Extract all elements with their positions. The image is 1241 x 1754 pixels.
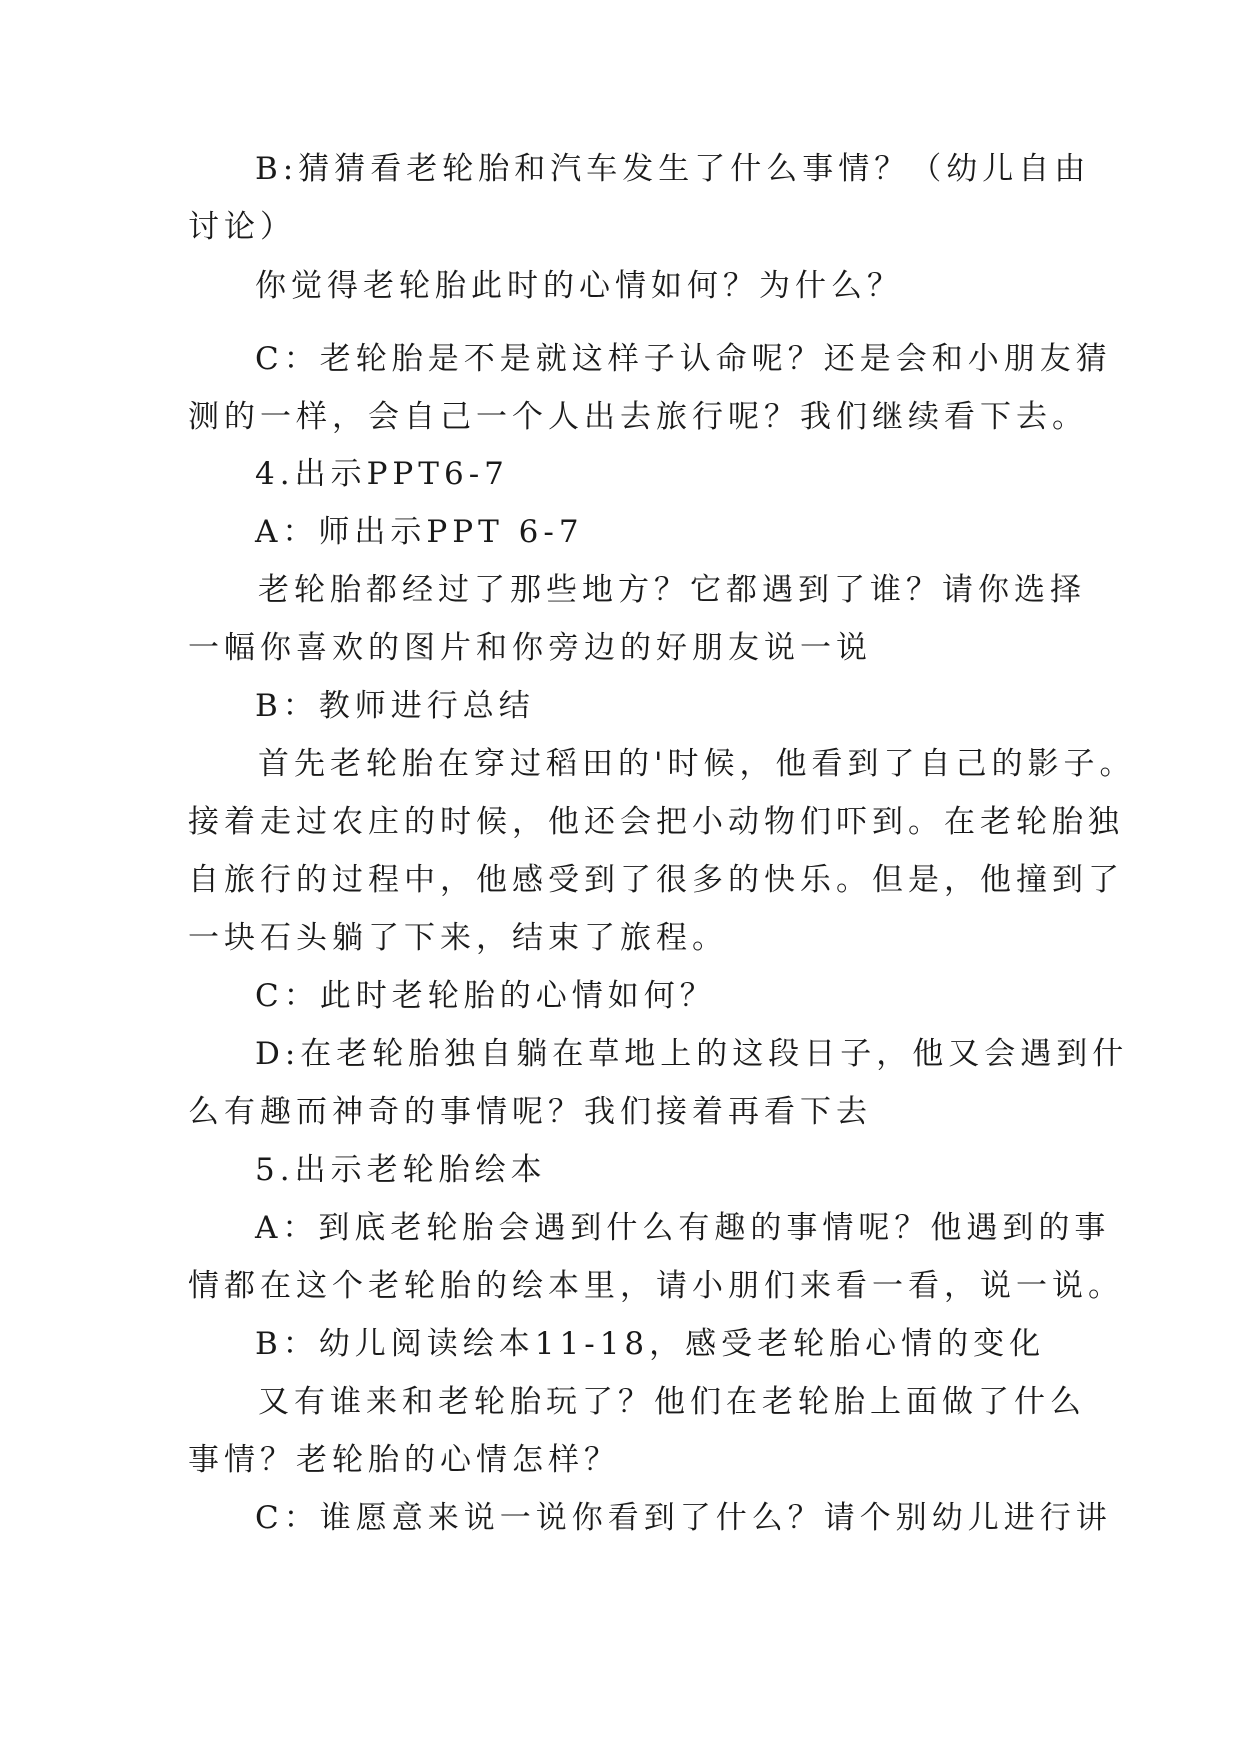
text-line: 情都在这个老轮胎的绘本里，请小朋们来看一看，说一说。 — [188, 1268, 1124, 1304]
text-line: 测的一样，会自己一个人出去旅行呢？我们继续看下去。 — [188, 399, 1088, 435]
text-line: C：老轮胎是不是就这样子认命呢？还是会和小朋友猜 — [255, 341, 1112, 377]
text-line: B：教师进行总结 — [255, 688, 535, 724]
text-line: 又有谁来和老轮胎玩了？他们在老轮胎上面做了什么 — [258, 1384, 1086, 1420]
text-line: 你觉得老轮胎此时的心情如何？为什么？ — [255, 268, 903, 304]
text-line: A：到底老轮胎会遇到什么有趣的事情呢？他遇到的事 — [255, 1210, 1111, 1246]
text-line: 一幅你喜欢的图片和你旁边的好朋友说一说 — [188, 630, 872, 666]
text-line: 接着走过农庄的时候，他还会把小动物们吓到。在老轮胎独 — [188, 804, 1124, 840]
text-line: C：此时老轮胎的心情如何？ — [255, 978, 716, 1014]
text-line: 么有趣而神奇的事情呢？我们接着再看下去 — [188, 1094, 872, 1130]
text-line: 事情？老轮胎的心情怎样？ — [188, 1442, 620, 1478]
text-line: 首先老轮胎在穿过稻田的'时候，他看到了自己的影子。 — [258, 746, 1136, 782]
text-line: A：师出示PPT 6-7 — [255, 514, 584, 550]
text-line: 自旅行的过程中，他感受到了很多的快乐。但是，他撞到了 — [188, 862, 1124, 898]
text-line: B：幼儿阅读绘本11-18，感受老轮胎心情的变化 — [255, 1326, 1046, 1362]
text-line: 5.出示老轮胎绘本 — [255, 1152, 547, 1188]
text-line: 讨论） — [188, 209, 296, 245]
text-line: C：谁愿意来说一说你看到了什么？请个别幼儿进行讲 — [255, 1500, 1112, 1536]
text-line: B:猜猜看老轮胎和汽车发生了什么事情？（幼儿自由 — [255, 151, 1091, 187]
text-line: 老轮胎都经过了那些地方？它都遇到了谁？请你选择 — [258, 572, 1086, 608]
text-line: 一块石头躺了下来，结束了旅程。 — [188, 920, 728, 956]
text-line: D:在老轮胎独自躺在草地上的这段日子，他又会遇到什 — [255, 1036, 1129, 1072]
text-line: 4.出示PPT6-7 — [255, 456, 509, 492]
